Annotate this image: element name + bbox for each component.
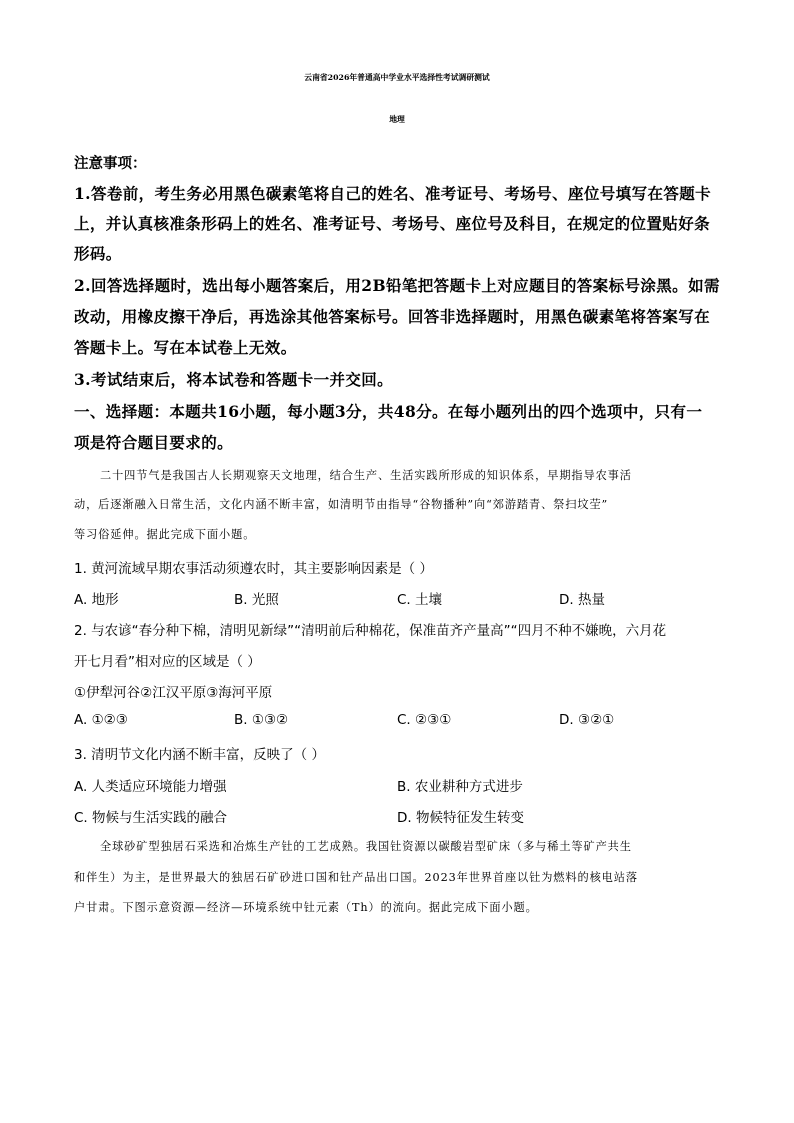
passage2-line-2: 和伴生）为主，是世界最大的独居石矿砂进口国和钍产品出口国。2023年世界首座以钍为燃料的核电站落 (74, 871, 638, 884)
notice-line-2: 上，并认真核准条形码上的姓名、准考证号、考场号、座位号及科目，在规定的位置贴好条 (74, 214, 711, 233)
passage1-line-1: 二十四节气是我国古人长期观察天文地理，结合生产、生活实践所形成的知识体系，早期指导农事活 (100, 469, 632, 482)
q1-option-a: A. 地形 (74, 592, 119, 608)
q2-option-d: D. ③②① (559, 712, 615, 728)
q2-option-c: C. ②③① (397, 712, 452, 728)
passage1-line-3: 等习俗延伸。据此完成下面小题。 (74, 528, 256, 541)
section-heading-line-2: 项是符合题目要求的。 (74, 433, 234, 452)
passage2-line-3: 户甘肃。下图示意资源—经济—环境系统中钍元素（Th）的流向。据此完成下面小题。 (74, 901, 538, 914)
q1-option-c: C. 土壤 (397, 592, 443, 608)
q1-option-d: D. 热量 (559, 592, 605, 608)
passage2-line-1: 全球砂矿型独居石采选和冶炼生产钍的工艺成熟。我国钍资源以碳酸岩型矿床（多与稀土等矿产共生 (100, 840, 632, 853)
section-heading-line-1: 一、选择题：本题共16小题，每小题3分，共48分。在每小题列出的四个选项中，只有一 (74, 402, 703, 421)
q3-stem: 3. 清明节文化内涵不断丰富，反映了（ ） (74, 747, 325, 763)
notice-line-7: 3.考试结束后，将本试卷和答题卡一并交回。 (74, 370, 394, 389)
q2-option-b: B. ①③② (234, 712, 289, 728)
q2-option-a: A. ①②③ (74, 712, 128, 728)
notice-line-4: 2.回答选择题时，选出每小题答案后，用2B铅笔把答题卡上对应题目的答案标号涂黑。如需 (74, 276, 720, 295)
q2-regions: ①伊犁河谷②江汉平原③海河平原 (74, 685, 273, 701)
q2-stem-line-1: 2. 与农谚“春分种下棉，清明见新绿”“清明前后种棉花，保准苗齐产量高”“四月不种不嫌晚，六月花 (74, 623, 667, 639)
q3-option-c: C. 物候与生活实践的融合 (74, 810, 228, 826)
notice-heading: 注意事项： (74, 155, 147, 172)
notice-line-6: 答题卡上。写在本试卷上无效。 (74, 338, 297, 357)
subject-heading: 地理 (389, 115, 405, 124)
q3-option-a: A. 人类适应环境能力增强 (74, 779, 227, 795)
notice-line-5: 改动，用橡皮擦干净后，再选涂其他答案标号。回答非选择题时，用黑色碳素笔将答案写在 (74, 307, 711, 326)
passage1-line-2: 动，后逐渐融入日常生活，文化内涵不断丰富，如清明节由指导“谷物播种”向“郊游踏青、祭扫坟茔” (74, 498, 609, 511)
q1-option-b: B. 光照 (234, 592, 279, 608)
notice-line-1: 1.答卷前，考生务必用黑色碳素笔将自己的姓名、准考证号、考场号、座位号填写在答题卡 (74, 184, 712, 203)
q2-stem-line-2: 开七月看”相对应的区域是（ ） (74, 654, 261, 670)
q1-stem: 1. 黄河流域早期农事活动须遵农时，其主要影响因素是（ ） (74, 561, 433, 577)
notice-line-3: 形码。 (74, 244, 122, 263)
q3-option-d: D. 物候特征发生转变 (397, 810, 524, 826)
exam-title: 云南省2026年普通高中学业水平选择性考试调研测试 (304, 73, 490, 82)
q3-option-b: B. 农业耕种方式进步 (397, 779, 523, 795)
